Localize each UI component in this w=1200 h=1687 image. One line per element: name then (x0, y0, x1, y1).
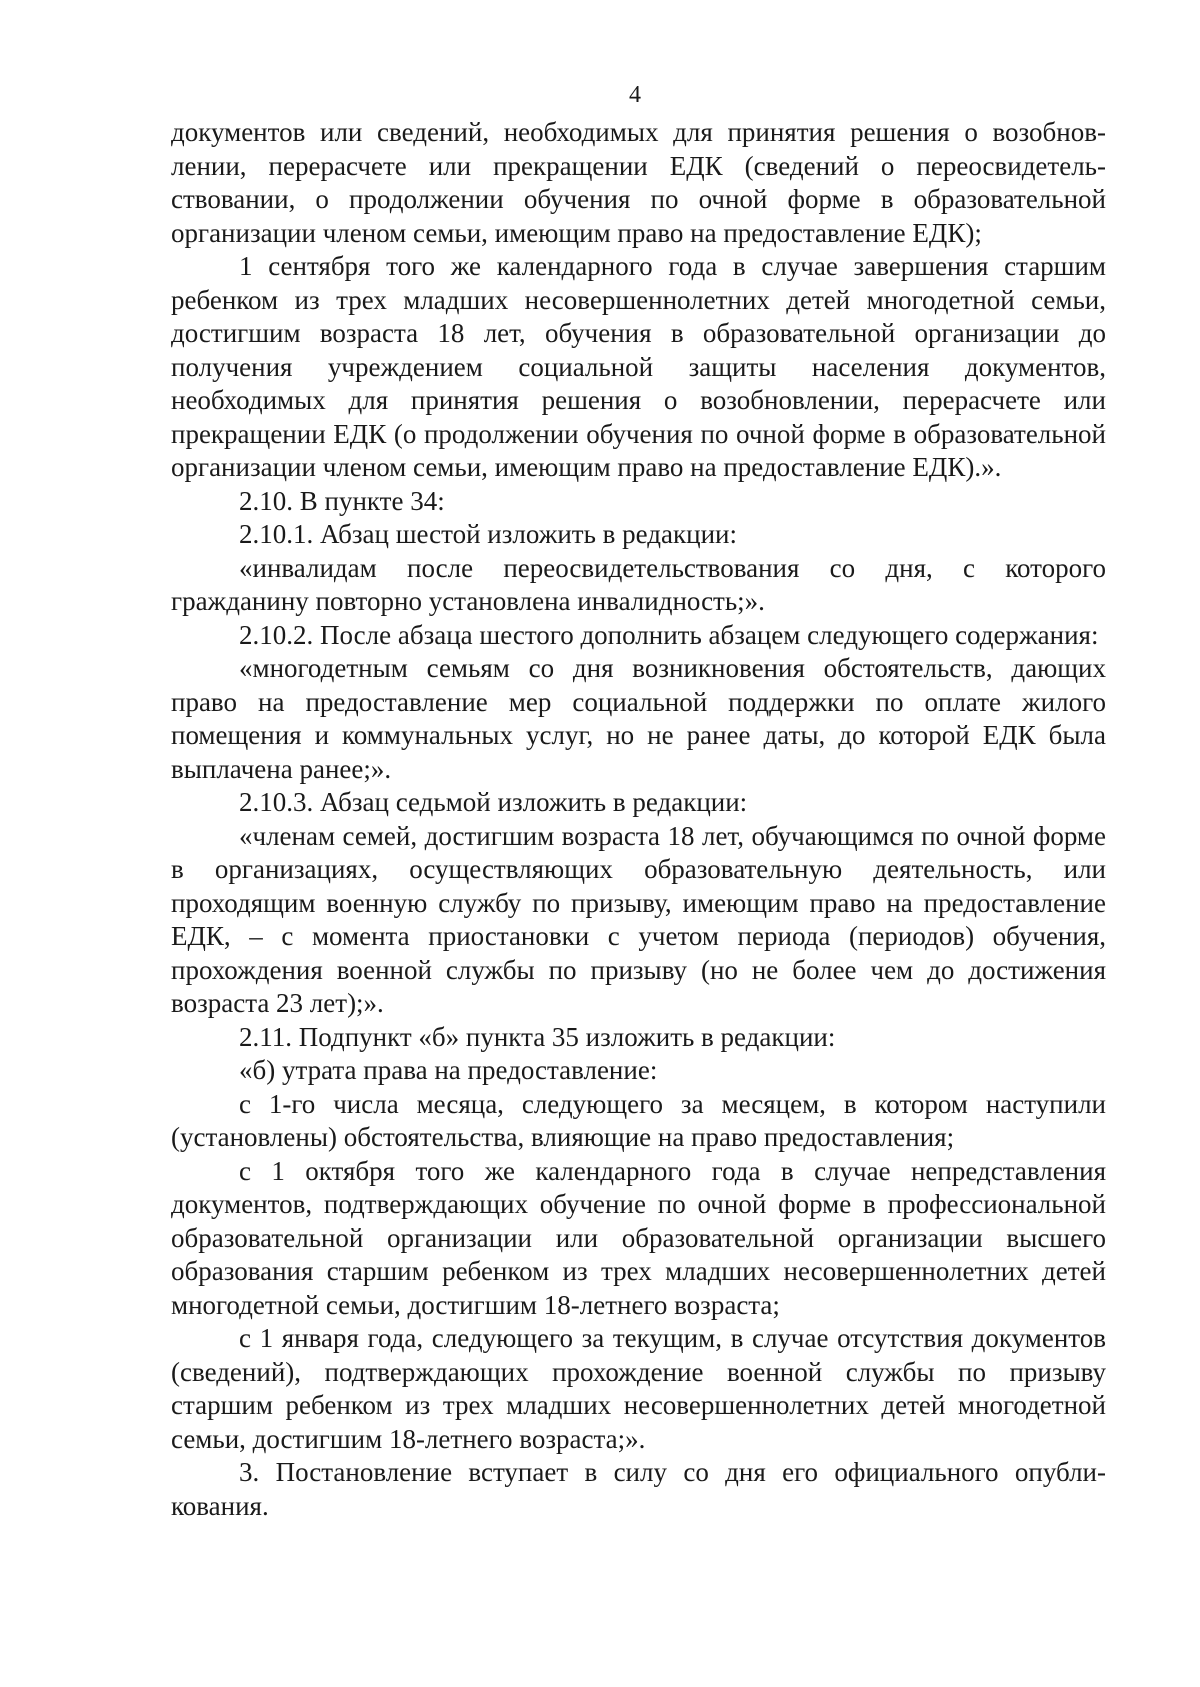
paragraph: 3. Постановление вступает в силу со дня его официального опубликования. (171, 1457, 1106, 1521)
paragraph: 2.10.3. Абзац седьмой изложить в редакции: (239, 787, 748, 817)
paragraph: «членам семей, достигшим возраста 18 лет, обучающимся по очной форме в организациях, осуществляющих образовательную деятельность, или проходящим военную службу по призыву, имеющим право на предоставление ЕДК, – с момента приостановки с учетом периода (периодов) обучения, прохождения военной службы по призыву (но не более чем до достижения возраста 23 лет);». (171, 820, 1106, 1018)
paragraph: с 1-го числа месяца, следующего за месяцем, в котором наступили (установлены) обстоятельства, влияющие на право предоставления; (171, 1088, 1106, 1152)
paragraph: «инвалидам после переосвидетельствования со дня, с которого гражданину повторно установлена инвалидность;». (171, 552, 1106, 616)
paragraph: 2.11. Подпункт «б» пункта 35 изложить в редакции: (239, 1021, 836, 1052)
paragraph: 2.10.1. Абзац шестой изложить в редакции: (239, 519, 737, 549)
document-body (171, 116, 1106, 1523)
paragraph: 2.10.2. После абзаца шестого дополнить абзацем следующего содержания: (239, 619, 1099, 650)
paragraph: документов или сведений, необходимых для принятия решения о возобновлении, перерасчете или прекращении ЕДК (сведений о переосвидетельствовании, о продолжении обучения по очной форме в образовательной организации членом семьи, имеющим право на предоставление ЕДК); (171, 117, 1106, 248)
paragraph: 1 сентября того же календарного года в случае завершения старшим ребенком из трех младших несовершеннолетних детей многодетной семьи, достигшим возраста 18 лет, обучения в образовательной организации до получения учреждением социальной защиты населения документов, необходимых для принятия решения о возобновлении, перерасчете или прекращении ЕДК (о продолжении обучения по очной форме в образовательной организации членом семьи, имеющим право на предоставление ЕДК).». (171, 251, 1106, 482)
paragraph: с 1 октября того же календарного года в случае непредставления документов, подтверждающих обучение по очной форме в профессиональной образовательной организации или образовательной организации высшего образования старшим ребенком из трех младших несовершеннолетних детей многодетной семьи, достигшим 18-летнего возраста; (171, 1155, 1106, 1320)
page-number: 4 (629, 82, 641, 108)
paragraph: с 1 января года, следующего за текущим, в случае отсутствия документов (сведений), подтверждающих прохождение военной службы по призыву старшим ребенком из трех младших несовершеннолетних детей многодетной семьи, достигшим 18-летнего возраста;». (171, 1323, 1106, 1454)
paragraph: 2.10. В пункте 34: (239, 485, 445, 516)
paragraph: «многодетным семьям со дня возникновения обстоятельств, дающих право на предоставление мер социальной поддержки по оплате жилого помещения и коммунальных услуг, но не ранее даты, до которой ЕДК была выплачена ранее;». (171, 653, 1106, 784)
paragraph: «б) утрата права на предоставление: (239, 1055, 658, 1085)
